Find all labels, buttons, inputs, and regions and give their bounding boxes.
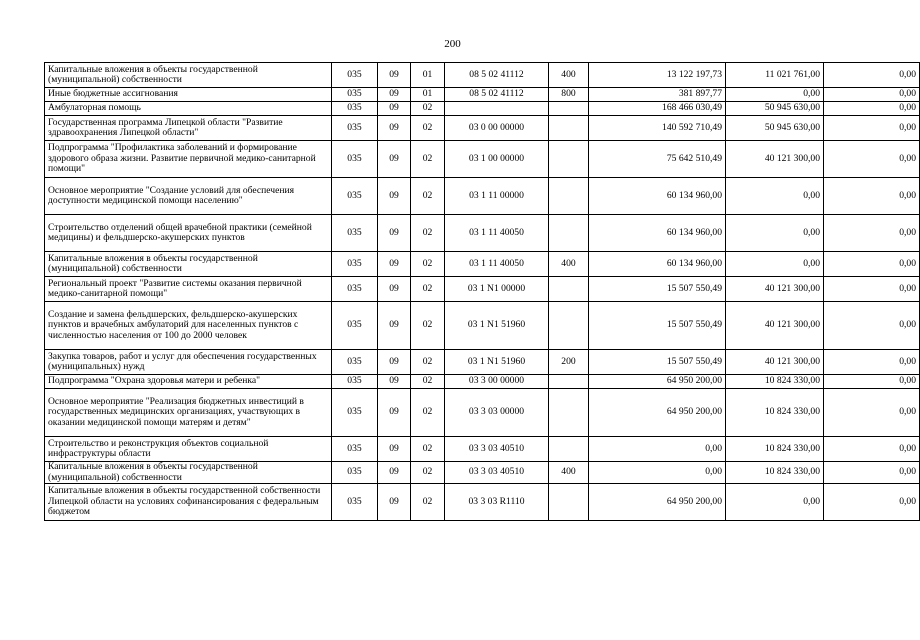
amount-1-cell: 64 950 200,00	[589, 484, 726, 521]
grbs-code-cell: 035	[332, 302, 378, 350]
budget-table	[44, 62, 920, 521]
table-row	[45, 63, 920, 88]
amount-2-cell: 10 824 330,00	[726, 462, 824, 484]
row-name-cell: Амбулаторная помощь	[45, 102, 332, 116]
amount-1-cell: 60 134 960,00	[589, 178, 726, 215]
table-row	[45, 350, 920, 375]
amount-3-cell: 0,00	[824, 375, 920, 389]
target-article-cell: 03 1 N1 00000	[445, 277, 549, 302]
amount-2-cell: 50 945 630,00	[726, 116, 824, 141]
amount-2-cell: 40 121 300,00	[726, 141, 824, 178]
subsection-code-cell: 01	[411, 63, 445, 88]
section-code-cell: 09	[378, 102, 411, 116]
row-name-cell: Капитальные вложения в объекты государственной собственности Липецкой области на условиях софинансирования с федеральным бюджетом	[45, 484, 332, 521]
row-name-cell: Подпрограмма "Профилактика заболеваний и формирование здорового образа жизни. Развитие первичной медико-санитарной помощи"	[45, 141, 332, 178]
subsection-code-cell: 02	[411, 462, 445, 484]
subsection-code-cell: 02	[411, 102, 445, 116]
table-row	[45, 462, 920, 484]
target-article-cell: 03 3 00 00000	[445, 375, 549, 389]
amount-1-cell: 15 507 550,49	[589, 277, 726, 302]
target-article-cell: 03 3 03 40510	[445, 437, 549, 462]
amount-3-cell: 0,00	[824, 63, 920, 88]
amount-1-cell: 60 134 960,00	[589, 215, 726, 252]
section-code-cell: 09	[378, 437, 411, 462]
section-code-cell: 09	[378, 116, 411, 141]
grbs-code-cell: 035	[332, 63, 378, 88]
grbs-code-cell: 035	[332, 375, 378, 389]
section-code-cell: 09	[378, 178, 411, 215]
expense-type-cell	[549, 484, 589, 521]
section-code-cell: 09	[378, 389, 411, 437]
amount-3-cell: 0,00	[824, 277, 920, 302]
table-row	[45, 88, 920, 102]
target-article-cell: 03 3 03 R1110	[445, 484, 549, 521]
section-code-cell: 09	[378, 484, 411, 521]
subsection-code-cell: 02	[411, 141, 445, 178]
expense-type-cell: 800	[549, 88, 589, 102]
table-row	[45, 116, 920, 141]
expense-type-cell	[549, 102, 589, 116]
subsection-code-cell: 02	[411, 252, 445, 277]
section-code-cell: 09	[378, 141, 411, 178]
target-article-cell: 03 1 11 40050	[445, 252, 549, 277]
target-article-cell: 08 5 02 41112	[445, 63, 549, 88]
section-code-cell: 09	[378, 277, 411, 302]
subsection-code-cell: 02	[411, 302, 445, 350]
grbs-code-cell: 035	[332, 102, 378, 116]
expense-type-cell: 400	[549, 252, 589, 277]
table-row	[45, 141, 920, 178]
row-name-cell: Закупка товаров, работ и услуг для обеспечения государственных (муниципальных) нужд	[45, 350, 332, 375]
amount-3-cell: 0,00	[824, 350, 920, 375]
row-name-cell: Строительство отделений общей врачебной практики (семейной медицины) и фельдшерско-акушерских пунктов	[45, 215, 332, 252]
grbs-code-cell: 035	[332, 116, 378, 141]
grbs-code-cell: 035	[332, 215, 378, 252]
amount-2-cell: 0,00	[726, 215, 824, 252]
subsection-code-cell: 02	[411, 375, 445, 389]
subsection-code-cell: 02	[411, 116, 445, 141]
amount-2-cell: 40 121 300,00	[726, 302, 824, 350]
row-name-cell: Капитальные вложения в объекты государственной (муниципальной) собственности	[45, 252, 332, 277]
target-article-cell: 03 3 03 40510	[445, 462, 549, 484]
target-article-cell	[445, 102, 549, 116]
expense-type-cell	[549, 302, 589, 350]
section-code-cell: 09	[378, 462, 411, 484]
grbs-code-cell: 035	[332, 350, 378, 375]
target-article-cell: 03 0 00 00000	[445, 116, 549, 141]
row-name-cell: Создание и замена фельдшерских, фельдшерско-акушерских пунктов и врачебных амбулаторий для населенных пунктов с численностью населения от 100 до 2000 человек	[45, 302, 332, 350]
table-row	[45, 178, 920, 215]
grbs-code-cell: 035	[332, 437, 378, 462]
grbs-code-cell: 035	[332, 389, 378, 437]
section-code-cell: 09	[378, 63, 411, 88]
table-body	[45, 63, 920, 521]
expense-type-cell	[549, 277, 589, 302]
amount-2-cell: 10 824 330,00	[726, 389, 824, 437]
table-row	[45, 277, 920, 302]
target-article-cell: 03 1 11 40050	[445, 215, 549, 252]
amount-3-cell: 0,00	[824, 252, 920, 277]
amount-3-cell: 0,00	[824, 88, 920, 102]
amount-1-cell: 15 507 550,49	[589, 302, 726, 350]
amount-1-cell: 168 466 030,49	[589, 102, 726, 116]
amount-2-cell: 40 121 300,00	[726, 350, 824, 375]
grbs-code-cell: 035	[332, 462, 378, 484]
expense-type-cell	[549, 116, 589, 141]
row-name-cell: Государственная программа Липецкой области "Развитие здравоохранения Липецкой области"	[45, 116, 332, 141]
table-row	[45, 389, 920, 437]
amount-1-cell: 64 950 200,00	[589, 389, 726, 437]
amount-2-cell: 0,00	[726, 178, 824, 215]
amount-3-cell: 0,00	[824, 462, 920, 484]
table-row	[45, 252, 920, 277]
amount-3-cell: 0,00	[824, 141, 920, 178]
section-code-cell: 09	[378, 302, 411, 350]
expense-type-cell: 200	[549, 350, 589, 375]
table-row	[45, 215, 920, 252]
amount-1-cell: 75 642 510,49	[589, 141, 726, 178]
amount-1-cell: 0,00	[589, 462, 726, 484]
section-code-cell: 09	[378, 252, 411, 277]
grbs-code-cell: 035	[332, 88, 378, 102]
subsection-code-cell: 02	[411, 350, 445, 375]
grbs-code-cell: 035	[332, 178, 378, 215]
grbs-code-cell: 035	[332, 252, 378, 277]
table-row	[45, 302, 920, 350]
page-number: 200	[444, 38, 461, 50]
row-name-cell: Основное мероприятие "Реализация бюджетных инвестиций в государственных медицинских организациях, участвующих в оказании медицинской помощи матерям и детям"	[45, 389, 332, 437]
amount-3-cell: 0,00	[824, 484, 920, 521]
grbs-code-cell: 035	[332, 277, 378, 302]
target-article-cell: 03 1 N1 51960	[445, 350, 549, 375]
target-article-cell: 03 1 11 00000	[445, 178, 549, 215]
expense-type-cell: 400	[549, 63, 589, 88]
amount-3-cell: 0,00	[824, 116, 920, 141]
subsection-code-cell: 02	[411, 389, 445, 437]
row-name-cell: Иные бюджетные ассигнования	[45, 88, 332, 102]
subsection-code-cell: 02	[411, 277, 445, 302]
row-name-cell: Капитальные вложения в объекты государственной (муниципальной) собственности	[45, 462, 332, 484]
subsection-code-cell: 02	[411, 484, 445, 521]
amount-2-cell: 10 824 330,00	[726, 437, 824, 462]
expense-type-cell	[549, 215, 589, 252]
expense-type-cell	[549, 141, 589, 178]
grbs-code-cell: 035	[332, 484, 378, 521]
amount-1-cell: 13 122 197,73	[589, 63, 726, 88]
section-code-cell: 09	[378, 215, 411, 252]
section-code-cell: 09	[378, 350, 411, 375]
expense-type-cell	[549, 389, 589, 437]
amount-1-cell: 381 897,77	[589, 88, 726, 102]
subsection-code-cell: 02	[411, 178, 445, 215]
table-row	[45, 375, 920, 389]
table-row	[45, 484, 920, 521]
row-name-cell: Региональный проект "Развитие системы оказания первичной медико-санитарной помощи"	[45, 277, 332, 302]
amount-3-cell: 0,00	[824, 102, 920, 116]
amount-1-cell: 60 134 960,00	[589, 252, 726, 277]
subsection-code-cell: 01	[411, 88, 445, 102]
amount-3-cell: 0,00	[824, 389, 920, 437]
amount-1-cell: 140 592 710,49	[589, 116, 726, 141]
amount-2-cell: 0,00	[726, 88, 824, 102]
amount-3-cell: 0,00	[824, 215, 920, 252]
target-article-cell: 08 5 02 41112	[445, 88, 549, 102]
amount-1-cell: 64 950 200,00	[589, 375, 726, 389]
row-name-cell: Капитальные вложения в объекты государственной (муниципальной) собственности	[45, 63, 332, 88]
target-article-cell: 03 1 00 00000	[445, 141, 549, 178]
amount-2-cell: 10 824 330,00	[726, 375, 824, 389]
row-name-cell: Основное мероприятие "Создание условий для обеспечения доступности медицинской помощи населению"	[45, 178, 332, 215]
amount-1-cell: 15 507 550,49	[589, 350, 726, 375]
grbs-code-cell: 035	[332, 141, 378, 178]
row-name-cell: Подпрограмма "Охрана здоровья матери и ребенка"	[45, 375, 332, 389]
amount-3-cell: 0,00	[824, 178, 920, 215]
amount-3-cell: 0,00	[824, 437, 920, 462]
section-code-cell: 09	[378, 88, 411, 102]
amount-2-cell: 0,00	[726, 252, 824, 277]
expense-type-cell	[549, 375, 589, 389]
amount-2-cell: 40 121 300,00	[726, 277, 824, 302]
expense-type-cell: 400	[549, 462, 589, 484]
amount-1-cell: 0,00	[589, 437, 726, 462]
subsection-code-cell: 02	[411, 215, 445, 252]
target-article-cell: 03 1 N1 51960	[445, 302, 549, 350]
amount-2-cell: 0,00	[726, 484, 824, 521]
section-code-cell: 09	[378, 375, 411, 389]
amount-2-cell: 11 021 761,00	[726, 63, 824, 88]
table-row	[45, 437, 920, 462]
subsection-code-cell: 02	[411, 437, 445, 462]
table-row	[45, 102, 920, 116]
amount-2-cell: 50 945 630,00	[726, 102, 824, 116]
row-name-cell: Строительство и реконструкция объектов социальной инфраструктуры области	[45, 437, 332, 462]
target-article-cell: 03 3 03 00000	[445, 389, 549, 437]
expense-type-cell	[549, 437, 589, 462]
expense-type-cell	[549, 178, 589, 215]
amount-3-cell: 0,00	[824, 302, 920, 350]
